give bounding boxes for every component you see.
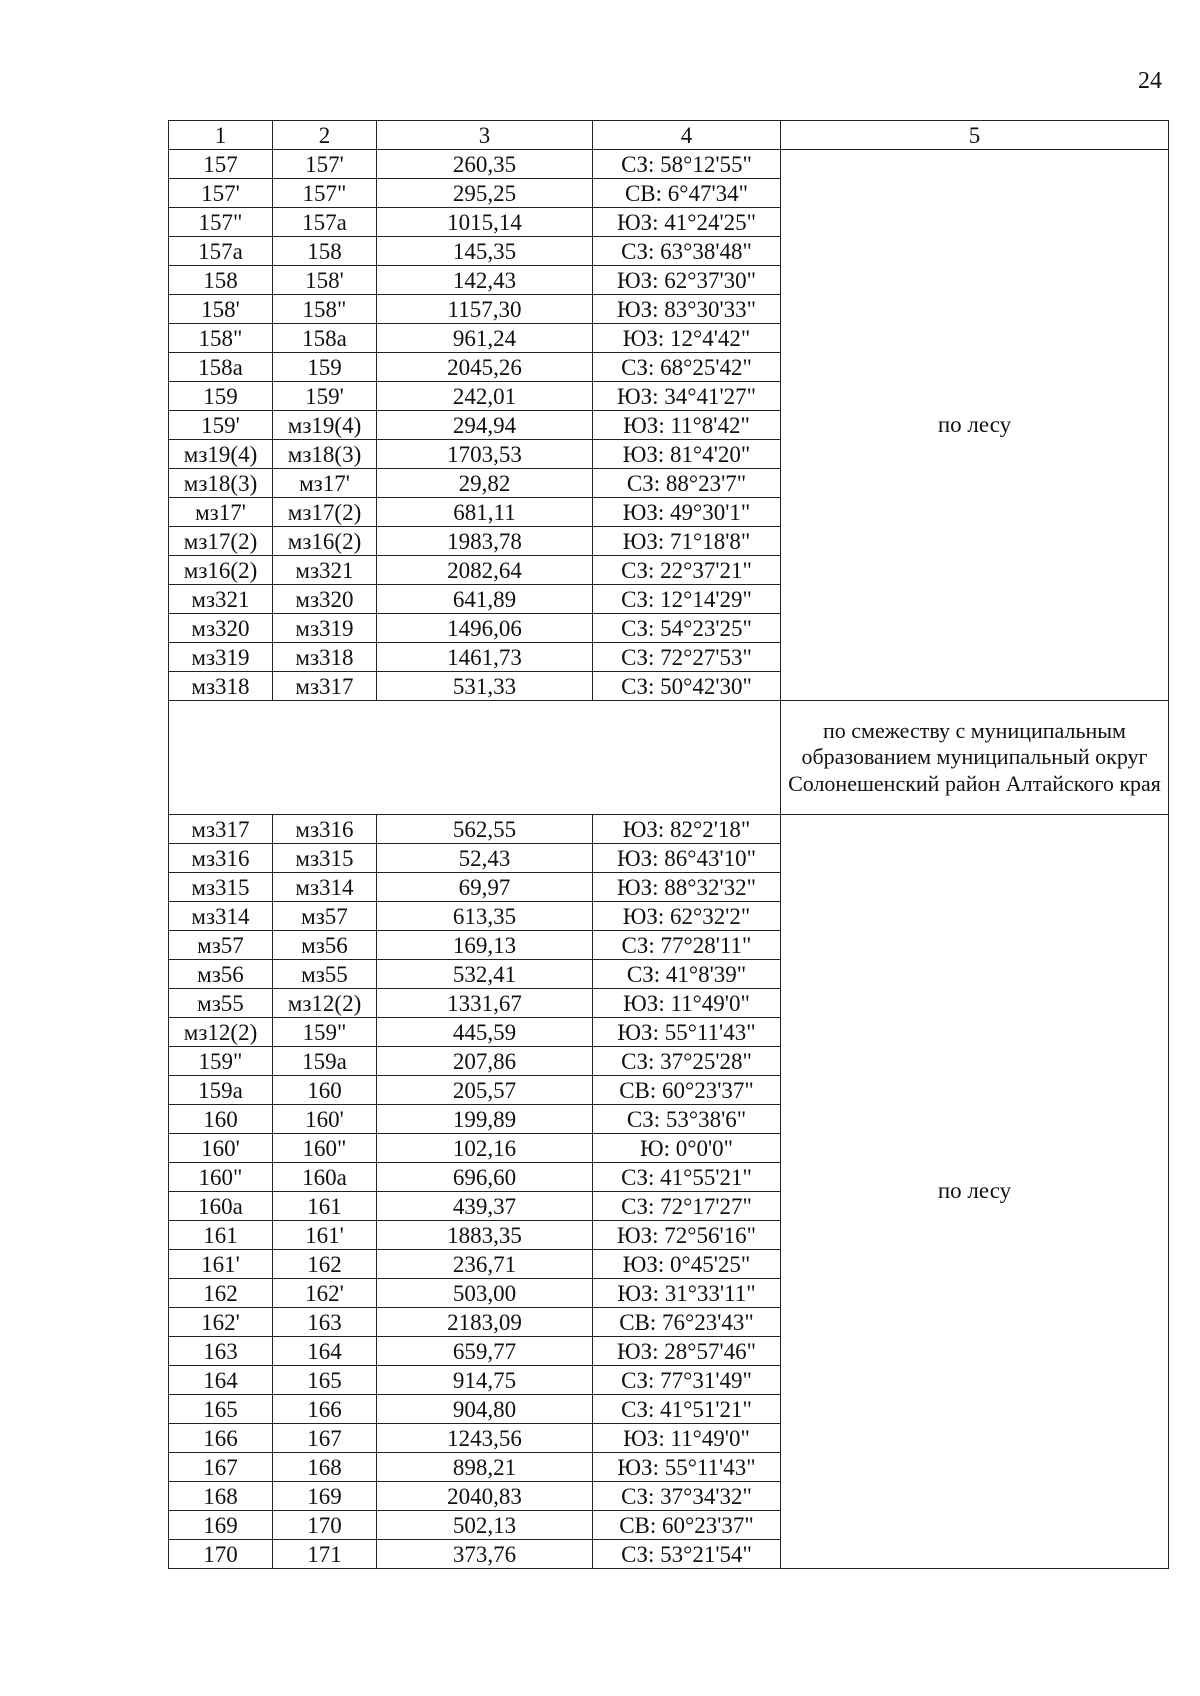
from-point-cell: мз55 [169, 989, 273, 1018]
length-cell: 207,86 [377, 1047, 593, 1076]
from-point-cell: 163 [169, 1337, 273, 1366]
from-point-cell: 158' [169, 295, 273, 324]
from-point-cell: 170 [169, 1540, 273, 1569]
bearing-cell: СЗ: 41°51'21" [593, 1395, 781, 1424]
column-header: 2 [273, 121, 377, 150]
table-row [169, 150, 1169, 179]
from-point-cell: 158 [169, 266, 273, 295]
table-body [169, 121, 1169, 1569]
from-point-cell: 157' [169, 179, 273, 208]
bearing-cell: СЗ: 72°27'53" [593, 643, 781, 672]
bearing-cell: СЗ: 88°23'7" [593, 469, 781, 498]
length-cell: 2082,64 [377, 556, 593, 585]
bearing-cell: ЮЗ: 62°32'2" [593, 902, 781, 931]
from-point-cell: 159' [169, 411, 273, 440]
length-cell: 531,33 [377, 672, 593, 701]
length-cell: 439,37 [377, 1192, 593, 1221]
bearing-cell: ЮЗ: 0°45'25" [593, 1250, 781, 1279]
to-point-cell: мз55 [273, 960, 377, 989]
adjacency-note-cell: по смежеству с муниципальным образованием муниципальный округ Солонешенский район Алтайского края [781, 701, 1169, 815]
from-point-cell: мз316 [169, 844, 273, 873]
length-cell: 1983,78 [377, 527, 593, 556]
to-point-cell: мз314 [273, 873, 377, 902]
length-cell: 503,00 [377, 1279, 593, 1308]
length-cell: 2040,83 [377, 1482, 593, 1511]
length-cell: 69,97 [377, 873, 593, 902]
to-point-cell: мз19(4) [273, 411, 377, 440]
column-header: 3 [377, 121, 593, 150]
from-point-cell: мз17(2) [169, 527, 273, 556]
to-point-cell: 159а [273, 1047, 377, 1076]
from-point-cell: мз318 [169, 672, 273, 701]
to-point-cell: мз320 [273, 585, 377, 614]
length-cell: 102,16 [377, 1134, 593, 1163]
to-point-cell: 169 [273, 1482, 377, 1511]
bearing-cell: ЮЗ: 62°37'30" [593, 266, 781, 295]
length-cell: 29,82 [377, 469, 593, 498]
bearing-cell: ЮЗ: 12°4'42" [593, 324, 781, 353]
page-number: 24 [1138, 68, 1162, 94]
empty-merged-cell [169, 701, 781, 815]
length-cell: 1461,73 [377, 643, 593, 672]
bearing-cell: ЮЗ: 83°30'33" [593, 295, 781, 324]
to-point-cell: мз321 [273, 556, 377, 585]
to-point-cell: мз17' [273, 469, 377, 498]
bearing-cell: ЮЗ: 82°2'18" [593, 815, 781, 844]
to-point-cell: мз318 [273, 643, 377, 672]
from-point-cell: мз19(4) [169, 440, 273, 469]
length-cell: 1883,35 [377, 1221, 593, 1250]
length-cell: 205,57 [377, 1076, 593, 1105]
bearing-cell: ЮЗ: 72°56'16" [593, 1221, 781, 1250]
to-point-cell: 162 [273, 1250, 377, 1279]
length-cell: 145,35 [377, 237, 593, 266]
from-point-cell: 158" [169, 324, 273, 353]
from-point-cell: 160 [169, 1105, 273, 1134]
length-cell: 260,35 [377, 150, 593, 179]
bearing-cell: СЗ: 50°42'30" [593, 672, 781, 701]
bearing-cell: СВ: 60°23'37" [593, 1076, 781, 1105]
to-point-cell: мз316 [273, 815, 377, 844]
bearing-cell: СЗ: 41°55'21" [593, 1163, 781, 1192]
to-point-cell: 159 [273, 353, 377, 382]
length-cell: 613,35 [377, 902, 593, 931]
to-point-cell: 164 [273, 1337, 377, 1366]
bearing-cell: СЗ: 53°21'54" [593, 1540, 781, 1569]
to-point-cell: 159' [273, 382, 377, 411]
from-point-cell: мз315 [169, 873, 273, 902]
from-point-cell: мз314 [169, 902, 273, 931]
to-point-cell: 159" [273, 1018, 377, 1047]
bearing-cell: СЗ: 77°28'11" [593, 931, 781, 960]
length-cell: 898,21 [377, 1453, 593, 1482]
bearing-cell: СЗ: 53°38'6" [593, 1105, 781, 1134]
bearing-cell: СЗ: 72°17'27" [593, 1192, 781, 1221]
bearing-cell: СВ: 6°47'34" [593, 179, 781, 208]
from-point-cell: мз319 [169, 643, 273, 672]
from-point-cell: 166 [169, 1424, 273, 1453]
bearing-cell: СЗ: 37°34'32" [593, 1482, 781, 1511]
bearing-cell: СЗ: 22°37'21" [593, 556, 781, 585]
length-cell: 681,11 [377, 498, 593, 527]
length-cell: 2183,09 [377, 1308, 593, 1337]
length-cell: 532,41 [377, 960, 593, 989]
bearing-cell: ЮЗ: 86°43'10" [593, 844, 781, 873]
from-point-cell: 157а [169, 237, 273, 266]
bearing-cell: ЮЗ: 28°57'46" [593, 1337, 781, 1366]
from-point-cell: 161 [169, 1221, 273, 1250]
bearing-cell: ЮЗ: 11°8'42" [593, 411, 781, 440]
length-cell: 562,55 [377, 815, 593, 844]
length-cell: 1703,53 [377, 440, 593, 469]
to-point-cell: 161' [273, 1221, 377, 1250]
from-point-cell: 158а [169, 353, 273, 382]
boundary-table [168, 120, 1169, 1569]
to-point-cell: 161 [273, 1192, 377, 1221]
length-cell: 904,80 [377, 1395, 593, 1424]
column-header: 4 [593, 121, 781, 150]
to-point-cell: 168 [273, 1453, 377, 1482]
from-point-cell: мз17' [169, 498, 273, 527]
length-cell: 295,25 [377, 179, 593, 208]
bearing-cell: СЗ: 58°12'55" [593, 150, 781, 179]
bearing-cell: СВ: 60°23'37" [593, 1511, 781, 1540]
length-cell: 242,01 [377, 382, 593, 411]
to-point-cell: 167 [273, 1424, 377, 1453]
from-point-cell: 160" [169, 1163, 273, 1192]
from-point-cell: 167 [169, 1453, 273, 1482]
to-point-cell: 157а [273, 208, 377, 237]
bearing-cell: СЗ: 77°31'49" [593, 1366, 781, 1395]
from-point-cell: 164 [169, 1366, 273, 1395]
to-point-cell: мз56 [273, 931, 377, 960]
to-point-cell: мз16(2) [273, 527, 377, 556]
to-point-cell: мз12(2) [273, 989, 377, 1018]
boundary-description-cell: по лесу [781, 815, 1169, 1569]
column-header: 5 [781, 121, 1169, 150]
from-point-cell: 162 [169, 1279, 273, 1308]
from-point-cell: 159 [169, 382, 273, 411]
to-point-cell: 162' [273, 1279, 377, 1308]
from-point-cell: 161' [169, 1250, 273, 1279]
length-cell: 914,75 [377, 1366, 593, 1395]
from-point-cell: 159а [169, 1076, 273, 1105]
table-row [169, 815, 1169, 844]
bearing-cell: ЮЗ: 11°49'0" [593, 989, 781, 1018]
bearing-cell: ЮЗ: 55°11'43" [593, 1018, 781, 1047]
to-point-cell: 163 [273, 1308, 377, 1337]
to-point-cell: мз57 [273, 902, 377, 931]
from-point-cell: 160' [169, 1134, 273, 1163]
to-point-cell: 171 [273, 1540, 377, 1569]
to-point-cell: мз18(3) [273, 440, 377, 469]
to-point-cell: 170 [273, 1511, 377, 1540]
bearing-cell: Ю: 0°0'0" [593, 1134, 781, 1163]
bearing-cell: ЮЗ: 41°24'25" [593, 208, 781, 237]
to-point-cell: 166 [273, 1395, 377, 1424]
from-point-cell: мз57 [169, 931, 273, 960]
length-cell: 1015,14 [377, 208, 593, 237]
to-point-cell: мз317 [273, 672, 377, 701]
bearing-cell: ЮЗ: 88°32'32" [593, 873, 781, 902]
to-point-cell: 160" [273, 1134, 377, 1163]
header-row [169, 121, 1169, 150]
to-point-cell: мз319 [273, 614, 377, 643]
to-point-cell: 158' [273, 266, 377, 295]
to-point-cell: мз315 [273, 844, 377, 873]
from-point-cell: мз16(2) [169, 556, 273, 585]
length-cell: 169,13 [377, 931, 593, 960]
length-cell: 1496,06 [377, 614, 593, 643]
length-cell: 2045,26 [377, 353, 593, 382]
to-point-cell: мз17(2) [273, 498, 377, 527]
bearing-cell: СЗ: 37°25'28" [593, 1047, 781, 1076]
length-cell: 199,89 [377, 1105, 593, 1134]
from-point-cell: мз18(3) [169, 469, 273, 498]
length-cell: 142,43 [377, 266, 593, 295]
bearing-cell: СЗ: 12°14'29" [593, 585, 781, 614]
bearing-cell: ЮЗ: 11°49'0" [593, 1424, 781, 1453]
from-point-cell: мз320 [169, 614, 273, 643]
bearing-cell: ЮЗ: 31°33'11" [593, 1279, 781, 1308]
from-point-cell: 168 [169, 1482, 273, 1511]
length-cell: 696,60 [377, 1163, 593, 1192]
to-point-cell: 157" [273, 179, 377, 208]
bearing-cell: СЗ: 54°23'25" [593, 614, 781, 643]
from-point-cell: мз317 [169, 815, 273, 844]
from-point-cell: 165 [169, 1395, 273, 1424]
length-cell: 294,94 [377, 411, 593, 440]
bearing-cell: ЮЗ: 49°30'1" [593, 498, 781, 527]
bearing-cell: ЮЗ: 34°41'27" [593, 382, 781, 411]
from-point-cell: 157" [169, 208, 273, 237]
length-cell: 659,77 [377, 1337, 593, 1366]
to-point-cell: 165 [273, 1366, 377, 1395]
from-point-cell: мз321 [169, 585, 273, 614]
from-point-cell: 162' [169, 1308, 273, 1337]
length-cell: 52,43 [377, 844, 593, 873]
from-point-cell: 169 [169, 1511, 273, 1540]
to-point-cell: 160 [273, 1076, 377, 1105]
bearing-cell: СЗ: 41°8'39" [593, 960, 781, 989]
bearing-cell: СЗ: 68°25'42" [593, 353, 781, 382]
bearing-cell: ЮЗ: 55°11'43" [593, 1453, 781, 1482]
to-point-cell: 158 [273, 237, 377, 266]
to-point-cell: 160а [273, 1163, 377, 1192]
to-point-cell: 158а [273, 324, 377, 353]
length-cell: 641,89 [377, 585, 593, 614]
length-cell: 1157,30 [377, 295, 593, 324]
from-point-cell: мз12(2) [169, 1018, 273, 1047]
boundary-description-cell: по лесу [781, 150, 1169, 701]
to-point-cell: 158" [273, 295, 377, 324]
length-cell: 502,13 [377, 1511, 593, 1540]
bearing-cell: СВ: 76°23'43" [593, 1308, 781, 1337]
from-point-cell: мз56 [169, 960, 273, 989]
length-cell: 373,76 [377, 1540, 593, 1569]
to-point-cell: 160' [273, 1105, 377, 1134]
bearing-cell: СЗ: 63°38'48" [593, 237, 781, 266]
from-point-cell: 157 [169, 150, 273, 179]
to-point-cell: 157' [273, 150, 377, 179]
bearing-cell: ЮЗ: 81°4'20" [593, 440, 781, 469]
from-point-cell: 159" [169, 1047, 273, 1076]
length-cell: 961,24 [377, 324, 593, 353]
adjacency-row [169, 701, 1169, 815]
column-header: 1 [169, 121, 273, 150]
length-cell: 236,71 [377, 1250, 593, 1279]
from-point-cell: 160а [169, 1192, 273, 1221]
length-cell: 445,59 [377, 1018, 593, 1047]
length-cell: 1243,56 [377, 1424, 593, 1453]
length-cell: 1331,67 [377, 989, 593, 1018]
bearing-cell: ЮЗ: 71°18'8" [593, 527, 781, 556]
